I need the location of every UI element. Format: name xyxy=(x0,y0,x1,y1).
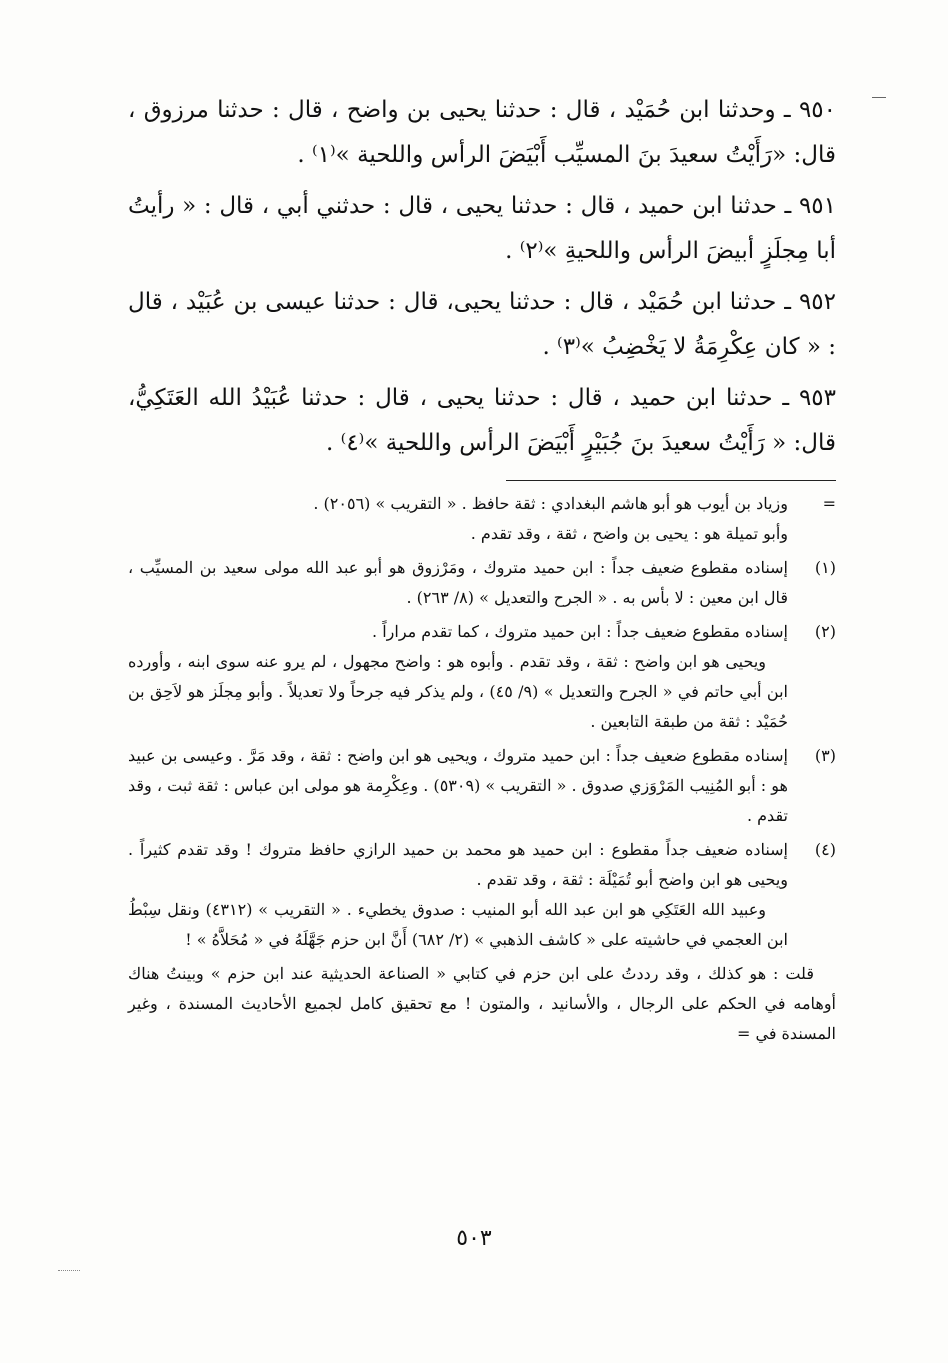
footnote-number: (٣) xyxy=(814,746,836,765)
margin-dots xyxy=(58,1270,80,1271)
margin-tick xyxy=(872,97,886,98)
footnote-text: إسناده ضعيف جداً مقطوع : ابن حميد هو محمد بن حميد الرازي حافظ متروك ! وقد تقدم كثيراً . ويحيى هو ابن واضح أبو تُمَيْلَة : ثقة ، وقد تقدم . xyxy=(128,840,789,889)
continuation-mark: = xyxy=(822,494,836,513)
footnote-text: إسناده مقطوع ضعيف جداً : ابن حميد متروك ، كما تقدم مراراً . xyxy=(372,622,788,641)
page-number: ٥٠٣ xyxy=(456,1226,492,1251)
footnote-continuation xyxy=(128,489,836,549)
footnote-number: (٢) xyxy=(814,622,836,641)
footnote-text: وعبيد الله العَتَكِي هو ابن عبد الله أبو المنيب : صدوق يخطيء . « التقريب » (٤٣١٢) ونقل سِبْطُ ابن العجمي في حاشيته على « كاشف الذهبي » (٢/ ٦٨٢) أَنَّ ابن حزم جَهَّلَهُ في « مُحَلاَّهُ » ! xyxy=(128,900,788,949)
footnote-number: (٤) xyxy=(814,840,836,859)
continuation-line: وزياد بن أيوب هو أبو هاشم البغدادي : ثقة حافظ . « التقريب » (٢٠٥٦) . xyxy=(313,494,788,513)
footnote-number: (١) xyxy=(814,558,836,577)
footnote-2 xyxy=(128,617,836,737)
closing-note: قلت : هو كذلك ، وقد رددتُ على ابن حزم في كتابي « الصناعة الحديثية عند ابن حزم » وبينتُ هناك أوهامه في الحكم على الرجال ، والأسانيد ، والمتون ! مع تحقيق كامل لجميع الأحاديث المسندة ، وغير المسندة في = xyxy=(128,964,836,1043)
footnote-text: إسناده مقطوع ضعيف جداً : ابن حميد متروك ، ويحيى هو ابن واضح : ثقة ، وقد مَرَّ . وعيسى بن عبيد هو : أبو المُنِيب المَرْوَزي صدوق . « التقريب » (٥٣٠٩) . وعِكْرِمة هو مولى ابن عباس : ثقة ثبت ، وقد تقدم . xyxy=(128,746,788,825)
hadith-950: ٩٥٠ ـ وحدثنا ابن حُمَيْد ، قال : حدثنا يحيى بن واضح ، قال : حدثنا مرزوق ، قال: «رَأَيْتُ سعيدَ بنَ المسيِّب أَبْيَضَ الرأس واللحية »⁽١⁾ . xyxy=(128,97,836,168)
hadith-951: ٩٥١ ـ حدثنا ابن حميد ، قال : حدثنا يحيى ، قال : حدثني أبي ، قال : « رأيتُ أبا مِجلَزٍ أبيضَ الرأس واللحيةِ »⁽٢⁾ . xyxy=(128,193,836,264)
hadith-952: ٩٥٢ ـ حدثنا ابن حُمَيْد ، قال : حدثنا يحيى، قال : حدثنا عيسى بن عُبَيْد ، قال : « كان عِكْرِمَةُ لا يَخْضِبُ »⁽٣⁾ . xyxy=(128,289,836,360)
footnote-4 xyxy=(128,835,836,955)
footnote-text: إسناده مقطوع ضعيف جداً : ابن حميد متروك ، ومَرْزوق هو أبو عبد الله مولى سعيد بن المسيِّب ، قال ابن معين : لا بأس به . « الجرح والتعديل » (٨/ ٢٦٣) . xyxy=(128,558,788,607)
footnote-3 xyxy=(128,741,836,831)
hadith-953: ٩٥٣ ـ حدثنا ابن حميد ، قال : حدثنا يحيى ، قال : حدثنا عُبَيْدُ الله العَتَكِيُّ، قال: « رَأَيْتُ سعيدَ بنَ جُبَيْرٍ أَبْيَضَ الرأس واللحية »⁽٤⁾ . xyxy=(128,385,836,456)
continuation-line: وأبو تميلة هو : يحيى بن واضح ، ثقة ، وقد تقدم . xyxy=(470,524,788,543)
footnote-1 xyxy=(128,553,836,613)
footnote-text: ويحيى هو ابن واضح : ثقة ، وقد تقدم . وأبوه هو : واضح مجهول ، لم يرو عنه سوى ابنه ، وأورده ابن أبي حاتم في « الجرح والتعديل » (٩/ ٤٥) ، ولم يذكر فيه جرحاً ولا تعديلاً . وأبو مِجلَز هو لاَحِق بن حُمَيْد : ثقة من طبقة التابعين . xyxy=(128,652,788,731)
page-content xyxy=(128,88,836,1049)
footnote-divider xyxy=(506,480,836,481)
